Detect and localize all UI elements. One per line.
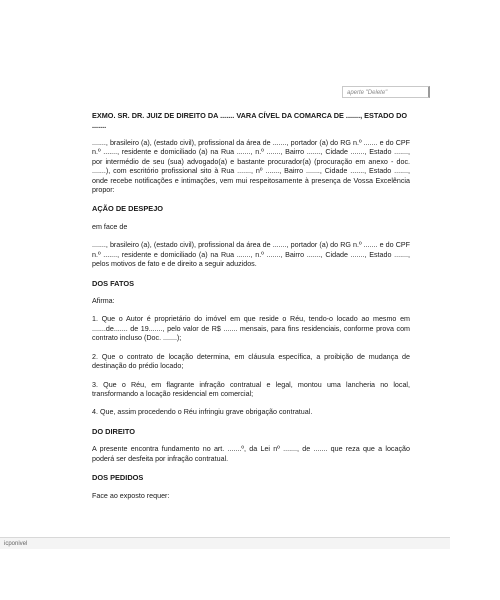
fact-2: 2. Que o contrato de locação determina, em cláusula específica, a proibição de mudança de destinação do prédio locado;	[92, 352, 410, 371]
afirma-text: Afirma:	[92, 297, 115, 306]
intro-paragraph: ......., brasileiro (a), (estado civil), profissional da área de ......., portador (a) do RG n.º ....... e do CPF n.º ......., residente e domiciliado (a) na Rua ......., n.º ......., Bairro ......., Cidade ......., Estado ......., por intermédio de seu (sua) advogado(a) e bastante procurador(a) (procuração em anexo - doc. .......), com escritório profissional sito à Rua ......., nº ......., Bairro ......., Cidade ......., Estado ......., onde recebe notificações e intimações, vem mui respeitosamente à presença de Vossa Excelência propor:	[92, 139, 410, 195]
fact-1: 1. Que o Autor é proprietário do imóvel em que reside o Réu, tendo-o locado ao mesmo em .......de....... de 19......., pelo valor de R$ ....... mensais, para fins residenciais, conforme prova com contrato incluso (Doc. .......);	[92, 315, 410, 343]
requests-paragraph: Face ao exposto requer:	[92, 491, 170, 500]
fact-3: 3. Que o Réu, em flagrante infração contratual e legal, montou uma lancheria no local, transformando a locação residencial em comercial;	[92, 380, 410, 398]
defendant-paragraph: ......., brasileiro (a), (estado civil), profissional da área de ......., portador (a) do RG n.º ....... e do CPF n.º ......., residente e domiciliado (a) na Rua ......., n.º ......., Bairro ......., Cidade ......., Estado ......., pelos motivos de fato e de direito a seguir aduzidos.	[92, 241, 410, 269]
action-title: AÇÃO DE DESPEJO	[92, 204, 164, 214]
status-bar: icponivel	[0, 537, 450, 549]
delete-hint-box: aperte "Delete"	[342, 86, 430, 98]
facts-title: DOS FATOS	[92, 278, 135, 288]
document-title: EXMO. SR. DR. JUIZ DE DIREITO DA ....... VARA CÍVEL DA COMARCA DE ......., ESTADO DO .......	[92, 111, 408, 130]
requests-title: DOS PEDIDOS	[92, 473, 144, 483]
fact-4: 4. Que, assim procedendo o Réu infringiu grave obrigação contratual.	[92, 408, 313, 417]
law-title: DO DIREITO	[92, 426, 135, 436]
document-page	[92, 111, 410, 510]
em-face-text: em face de	[92, 222, 128, 231]
law-paragraph: A presente encontra fundamento no art. .......º, da Lei nº ......., de ....... que reza que a locação poderá ser desfeita por infração contratual.	[92, 445, 410, 463]
